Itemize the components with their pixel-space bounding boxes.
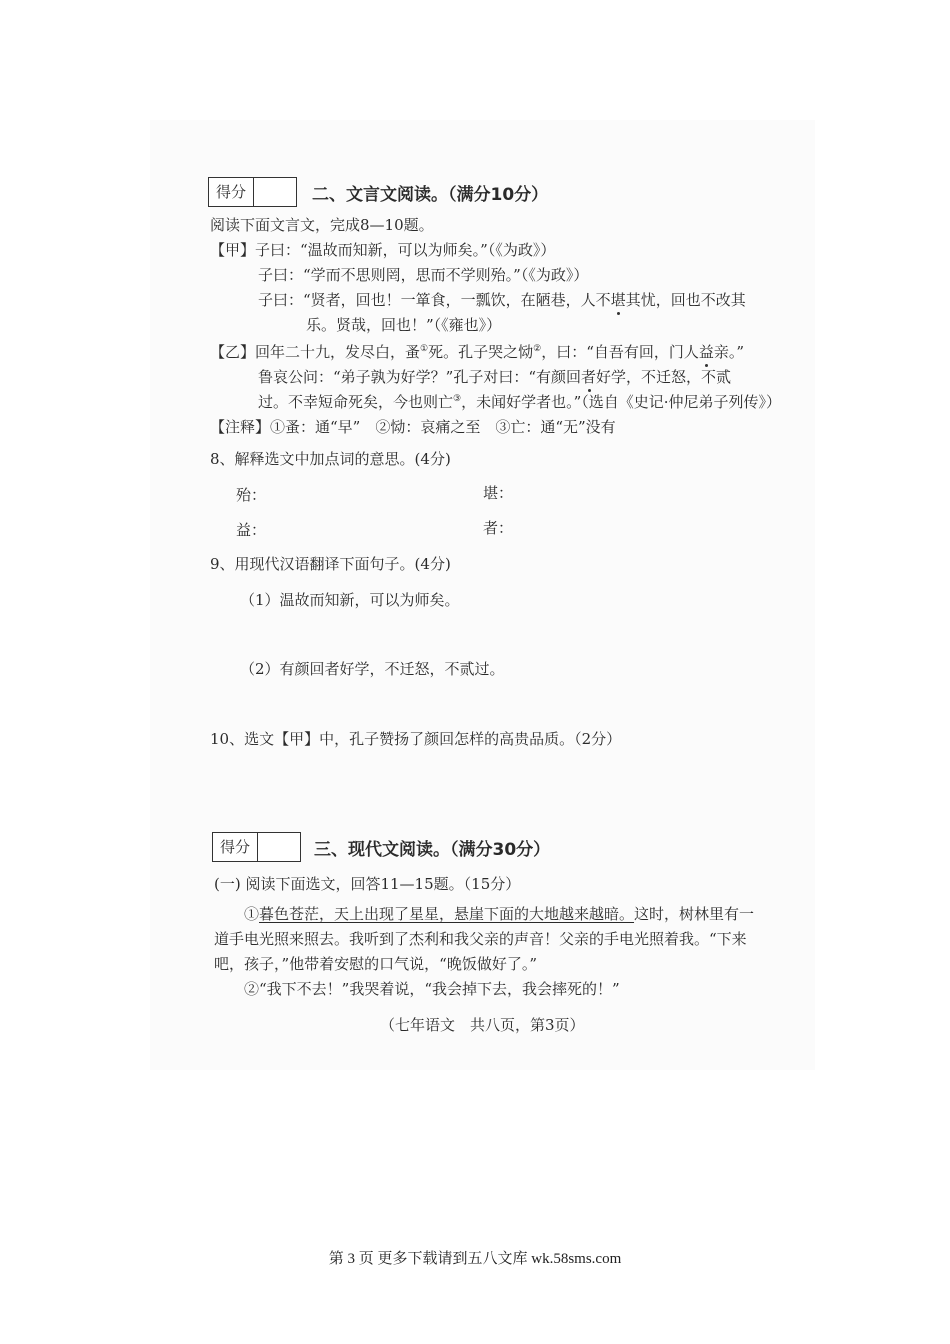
score-label: 得分 (209, 178, 254, 206)
dotted-word: 堪 (610, 291, 626, 309)
paragraph-1-line1: ①暮色苍茫，天上出现了星星，悬崖下面的大地越来越暗。这时，树林里有一 (244, 905, 755, 923)
score-blank (258, 833, 300, 861)
score-label: 得分 (213, 833, 258, 861)
question-9: 9、用现代汉语翻译下面句子。(4分) (210, 555, 451, 573)
dotted-word: 者 (581, 368, 597, 386)
q8-word-2: 堪： (483, 484, 514, 502)
section-title: 二、文言文阅读。（满分10分） (312, 185, 549, 205)
passage-yi-line1: 【乙】回年二十九，发尽白，蚤①死。孔子哭之恸②，曰：“自吾有回，门人益亲。” (210, 343, 745, 361)
paragraph-1-line3: 吧，孩子，”他带着安慰的口气说，“晚饭做好了。” (214, 955, 538, 973)
score-box (212, 832, 301, 862)
question-8: 8、解释选文中加点词的意思。(4分) (210, 450, 451, 468)
passage-jia-line1: 【甲】子曰：“温故而知新，可以为师矣。”（《为政》） (210, 241, 556, 259)
score-box (208, 177, 297, 207)
q8-word-4: 者： (483, 519, 514, 537)
page-info: （七年语文 共八页，第3页） (380, 1016, 585, 1034)
passage-yi-line3: 过。不幸短命死矣，今也则亡③，未闻好学者也。”（选自《史记·仲尼弟子列传》） (258, 393, 782, 411)
passage-tag-yi: 【乙】 (210, 343, 256, 361)
passage-jia-line4: 乐。贤哉，回也！”（《雍也》） (306, 316, 502, 334)
dotted-word: 益 (698, 343, 714, 361)
paragraph-1-line2: 道手电光照来照去。我听到了杰利和我父亲的声音！父亲的手电光照着我。“下来 (214, 930, 747, 948)
reading-subsection: (一) 阅读下面选文，回答11—15题。（15分） (214, 875, 521, 893)
section-title: 三、现代文阅读。（满分30分） (314, 840, 551, 860)
annotation-notes: 【注释】①蚤：通“早” ②恸：哀痛之至 ③亡：通“无”没有 (210, 418, 616, 436)
score-blank (254, 178, 296, 206)
passage-jia-line3: 子曰：“贤者，回也！一箪食，一瓢饮，在陋巷，人不堪其忧，回也不改其 (258, 291, 746, 309)
q8-word-1: 殆： (236, 486, 267, 504)
q8-word-3: 益： (236, 521, 267, 539)
passage-jia-line2: 子曰：“学而不思则罔，思而不学则殆。”（《为政》） (258, 266, 589, 284)
footer-download-note: 第 3 页 更多下载请到五八文库 wk.58sms.com (328, 1251, 622, 1267)
underlined-sentence: 暮色苍茫，天上出现了星星，悬崖下面的大地越来越暗。 (259, 905, 635, 923)
paragraph-2: ②“我下不去！”我哭着说，“我会掉下去，我会摔死的！” (244, 980, 620, 998)
question-10: 10、选文【甲】中，孔子赞扬了颜回怎样的高贵品质。（2分） (210, 730, 622, 748)
passage-tag-jia: 【甲】 (210, 241, 256, 259)
q9-item-2: （2）有颜回者好学，不迁怒，不贰过。 (240, 660, 505, 678)
reading-intro: 阅读下面文言文，完成8—10题。 (210, 216, 434, 234)
passage-yi-line2: 鲁哀公问：“弟子孰为好学？”孔子对曰：“有颜回者好学，不迁怒，不贰 (258, 368, 732, 386)
q9-item-1: （1）温故而知新，可以为师矣。 (240, 591, 460, 609)
